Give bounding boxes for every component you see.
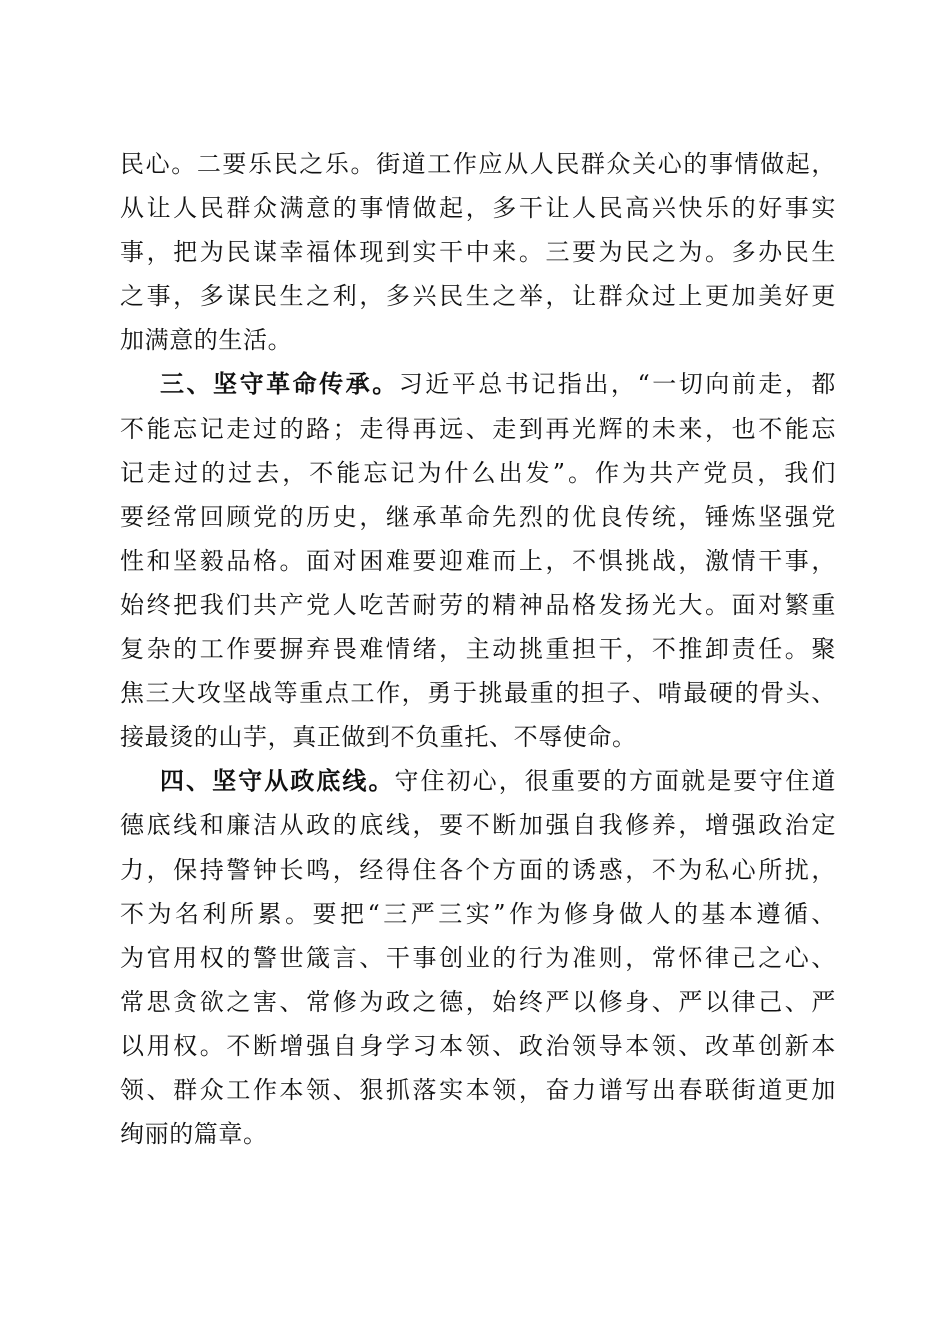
text-line-first [120, 759, 836, 803]
text-line: 加满意的生活。 [120, 326, 293, 355]
text-line: 接最烫的山芋，真正做到不负重托、不辱使命。 [120, 723, 637, 752]
document-page [120, 142, 836, 1156]
text-line: 为官用权的警世箴言、干事创业的行为准则，常怀律己之心、 [120, 943, 836, 972]
paragraph-2 [120, 362, 836, 759]
text-line: 从让人民群众满意的事情做起，多干让人民高兴快乐的好事实 [120, 194, 836, 223]
text-line: 力，保持警钟长鸣，经得住各个方面的诱惑，不为私心所扰， [120, 855, 836, 884]
text-line: 不为名利所累。要把“三严三实”作为修身做人的基本遵循、 [120, 899, 836, 928]
text-line: 之事，多谋民生之利，多兴民生之举，让群众过上更加美好更 [120, 282, 836, 311]
text-line: 以用权。不断增强自身学习本领、政治领导本领、改革创新本 [120, 1031, 836, 1060]
text-line-rest: 习近平总书记指出，“一切向前走，都 [398, 370, 837, 399]
text-line: 要经常回顾党的历史，继承革命先烈的优良传统，锤炼坚强党 [120, 502, 836, 531]
text-line: 复杂的工作要摒弃畏难情绪，主动挑重担干，不推卸责任。聚 [120, 635, 836, 664]
text-line: 德底线和廉洁从政的底线，要不断加强自我修养，增强政治定 [120, 811, 836, 840]
text-line: 绚丽的篇章。 [120, 1120, 268, 1149]
text-line: 常思贪欲之害、常修为政之德，始终严以修身、严以律己、严 [120, 987, 836, 1016]
section-heading: 四、坚守从政底线。 [160, 767, 395, 796]
text-line: 事，把为民谋幸福体现到实干中来。三要为民之为。多办民生 [120, 238, 836, 267]
text-line: 记走过的过去，不能忘记为什么出发”。作为共产党员，我们 [120, 458, 836, 487]
text-line-rest: 守住初心，很重要的方面就是要守住道 [394, 767, 836, 796]
paragraph-1 [120, 142, 836, 362]
section-heading: 三、坚守革命传承。 [160, 370, 399, 399]
text-line: 焦三大攻坚战等重点工作，勇于挑最重的担子、啃最硬的骨头、 [120, 679, 836, 708]
text-line: 领、群众工作本领、狠抓落实本领，奋力谱写出春联街道更加 [120, 1075, 836, 1104]
text-line-first [120, 362, 836, 406]
text-line: 民心。二要乐民之乐。街道工作应从人民群众关心的事情做起， [120, 150, 836, 178]
text-line: 不能忘记走过的路；走得再远、走到再光辉的未来，也不能忘 [120, 414, 836, 443]
paragraph-3 [120, 759, 836, 1156]
text-line: 性和坚毅品格。面对困难要迎难而上，不惧挑战，激情干事， [120, 546, 836, 575]
text-line: 始终把我们共产党人吃苦耐劳的精神品格发扬光大。面对繁重 [120, 590, 836, 619]
